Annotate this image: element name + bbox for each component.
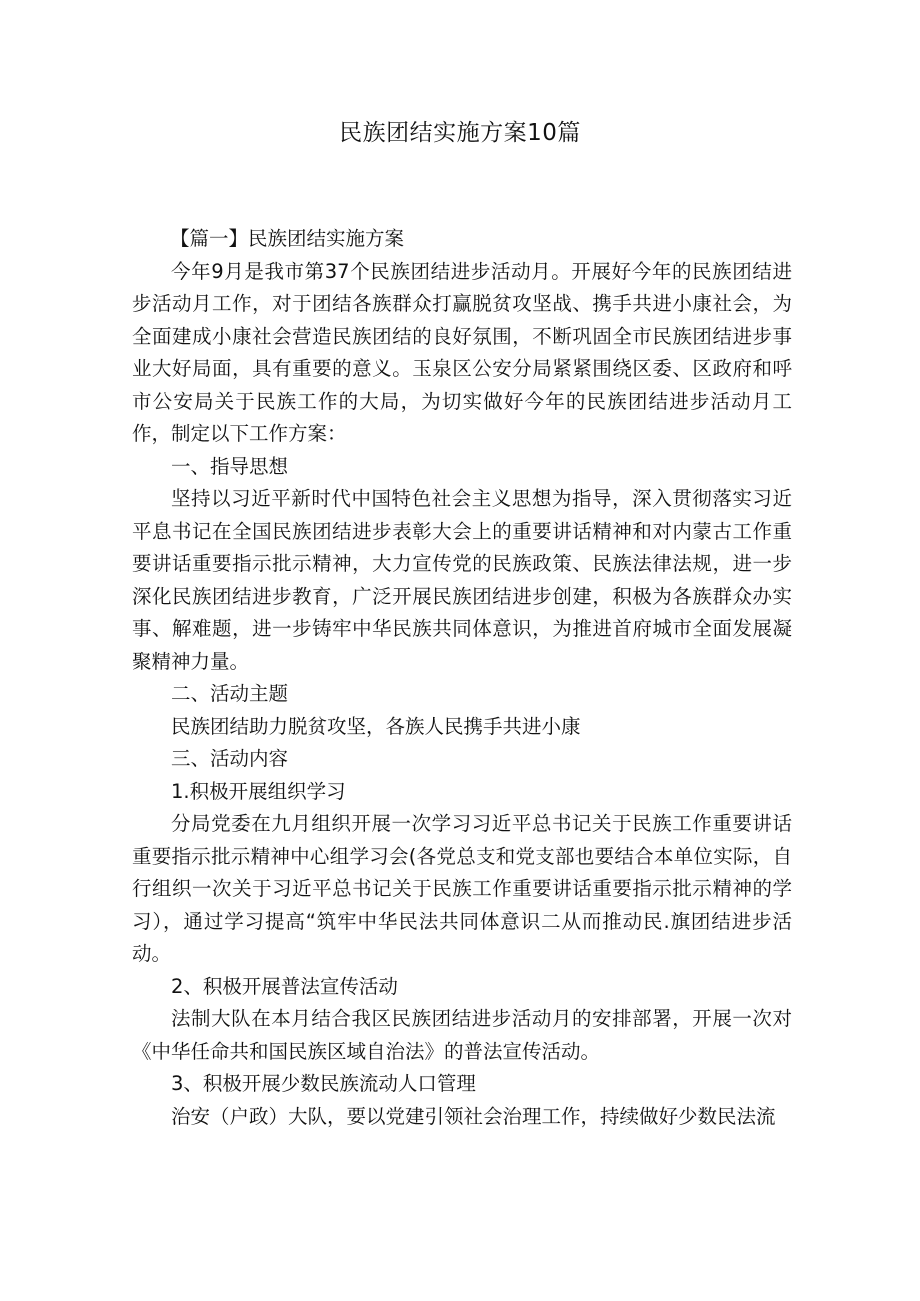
subheading-legal-publicity: 2、积极开展普法宣传活动 xyxy=(171,974,398,998)
activity-theme-paragraph: 民族团结助力脱贫攻坚，各族人民携手共进小康 xyxy=(171,714,581,738)
guiding-ideology-paragraph: 坚持以习近平新时代中国特色社会主义思想为指导，深入贯彻落实习近平息书记在全国民族团结进步表彰大会上的重要讲话精神和对内蒙古工作重要讲话重要指示批示精神，大力宣传党的民族政策、民族法律法规，进一步深化民族团结进步教育，广泛开展民族团结进步创建，积极为各族群众办实事、解难题，进一步铸牢中华民族共同体意识，为推进首府城市全面发展凝聚精神力量。 xyxy=(132,487,792,673)
document-body xyxy=(132,223,792,1133)
heading-guiding-ideology: 一、指导思想 xyxy=(171,454,289,478)
floating-population-paragraph: 治安（户政）大队，要以党建引领社会治理工作，持续做好少数民法流 xyxy=(171,1104,776,1128)
organize-study-paragraph: 分局党委在九月组织开展一次学习习近平总书记关于民族工作重要讲话重要指示批示精神中心组学习会(各党总支和党支部也要结合本单位实际，自行组织一次关于习近平总书记关于民族工作重要讲话重要指示批示精神的学习），通过学习提高“筑牢中华民法共同体意识二从而推动民.旗团结进步活动。 xyxy=(132,812,792,965)
intro-paragraph: 今年9月是我市第37个民族团结进步活动月。开展好今年的民族团结进步活动月工作，对于团结各族群众打赢脱贫攻坚战、携手共进小康社会，为全面建成小康社会营造民族团结的良好氛围，不断巩固全市民族团结进步事业大好局面，具有重要的意义。玉泉区公安分局紧紧围绕区委、区政府和呼市公安局关于民族工作的大局，为切实做好今年的民族团结进步活动月工作，制定以下工作方案： xyxy=(132,259,792,445)
document-title: 民族团结实施方案10篇 xyxy=(339,120,581,146)
legal-publicity-paragraph: 法制大队在本月结合我区民族团结进步活动月的安排部署，开展一次对《中华任命共和国民族区域自治法》的普法宣传活动。 xyxy=(132,1007,792,1063)
subheading-floating-population: 3、积极开展少数民族流动人口管理 xyxy=(171,1072,476,1095)
section-heading-pian-yi: 【篇一】民族团结实施方案 xyxy=(170,227,405,250)
subheading-organize-study: 1.积极开展组织学习 xyxy=(171,779,346,803)
heading-activity-theme: 二、活动主题 xyxy=(171,682,289,705)
heading-activity-content: 三、活动内容 xyxy=(171,747,289,770)
